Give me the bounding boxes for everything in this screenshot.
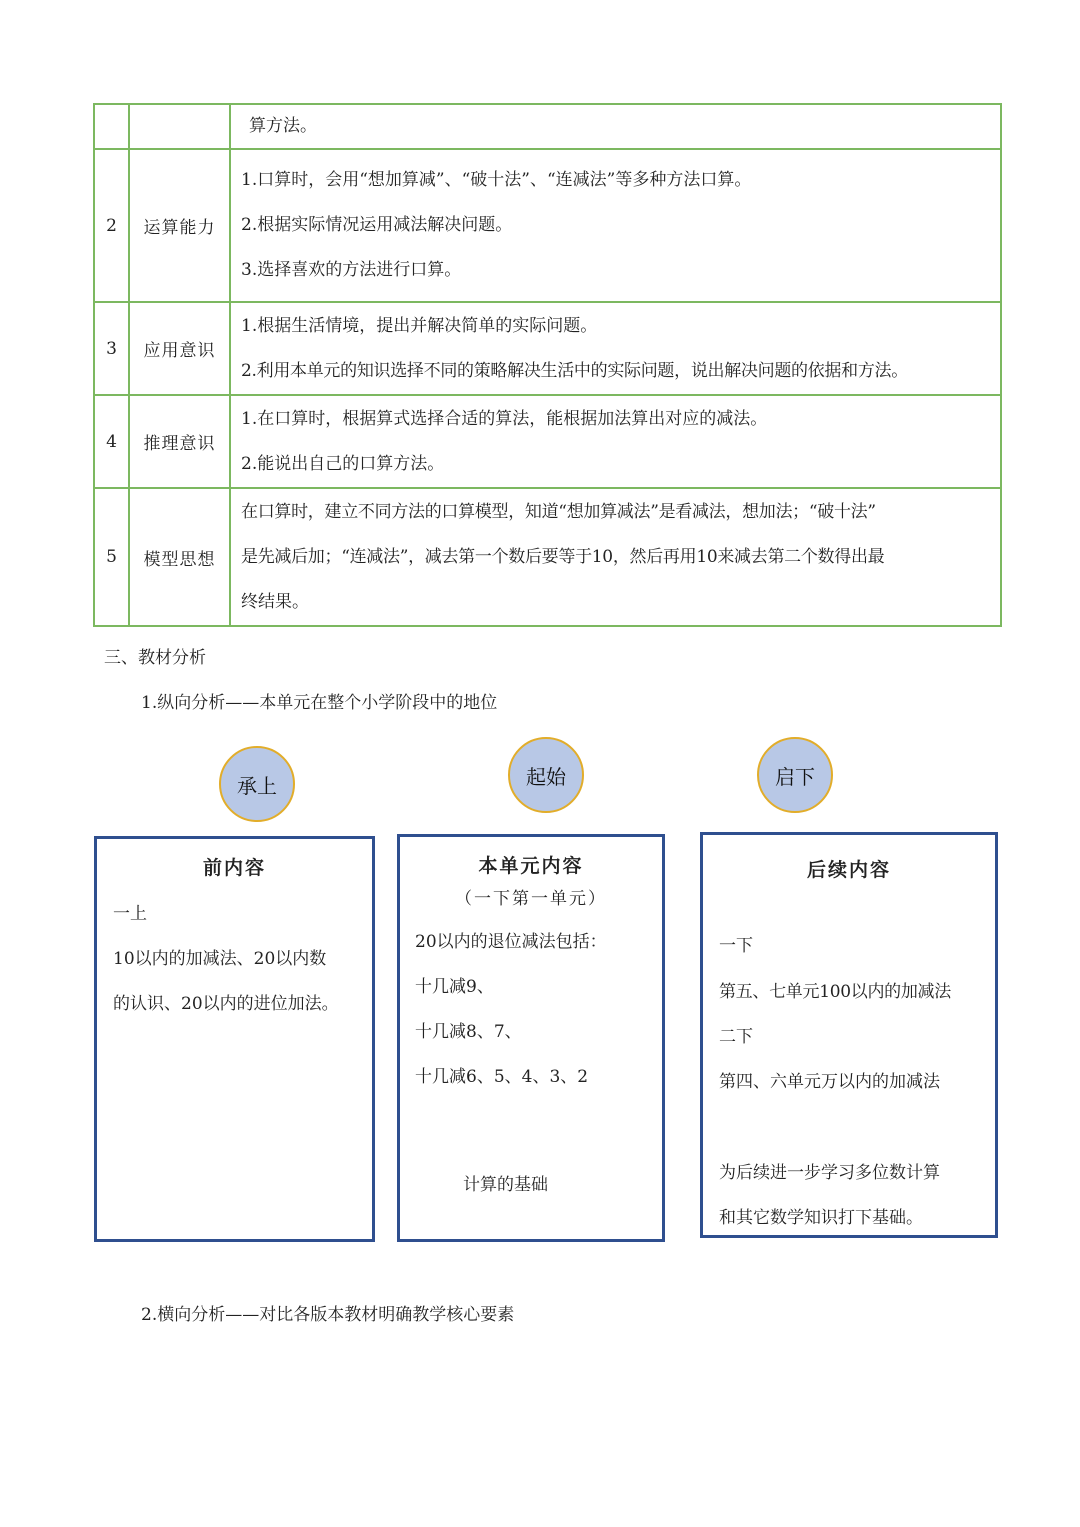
box-text: 10以内的加减法、20以内数 xyxy=(113,949,327,969)
table-row xyxy=(94,488,1001,626)
box-title: 前内容 xyxy=(202,857,266,879)
index-cell: 4 xyxy=(94,395,129,488)
box-text: 20以内的退位减法包括： xyxy=(415,932,607,952)
content-cell xyxy=(230,104,1001,149)
grade-label: 二下 xyxy=(719,1027,753,1047)
box-title: 本单元内容 xyxy=(478,855,584,877)
content-cell xyxy=(230,302,1001,395)
table-row xyxy=(94,149,1001,302)
box-subtitle: （一下第一单元） xyxy=(455,889,607,909)
cell-text: 3.选择喜欢的方法进行口算。 xyxy=(241,260,462,280)
subsection-heading-vertical: 1.纵向分析——本单元在整个小学阶段中的地位 xyxy=(141,693,498,713)
cell-text: 1.口算时，会用“想加算减”、“破十法”、“连减法”等多种方法口算。 xyxy=(241,170,752,190)
current-unit-box xyxy=(397,834,665,1242)
section-heading: 三、教材分析 xyxy=(104,648,206,668)
category-cell: 运算能力 xyxy=(129,149,230,302)
box-text: 十几减9、 xyxy=(415,977,494,997)
literacy-table xyxy=(93,103,1002,627)
category-cell: 应用意识 xyxy=(129,302,230,395)
content-cell xyxy=(230,488,1001,626)
content-cell xyxy=(230,149,1001,302)
cell-text: 2.利用本单元的知识选择不同的策略解决生活中的实际问题，说出解决问题的依据和方法。 xyxy=(241,360,908,381)
box-title: 后续内容 xyxy=(806,859,891,881)
cell-text: 终结果。 xyxy=(241,591,309,612)
index-cell: 3 xyxy=(94,302,129,395)
index-cell: 2 xyxy=(94,149,129,302)
box-text: 第四、六单元万以内的加减法 xyxy=(719,1072,940,1092)
cell-text: 在口算时，建立不同方法的口算模型，知道“想加算减法”是看减法，想加法；“破十法” xyxy=(241,501,876,522)
table-row xyxy=(94,104,1001,149)
category-cell: 推理意识 xyxy=(129,395,230,488)
cell-text: 是先减后加；“连减法”，减去第一个数后要等于10，然后再用10来减去第二个数得出最 xyxy=(241,546,885,567)
box-text: 的认识、20以内的进位加法。 xyxy=(113,994,339,1014)
cell-text: 1.根据生活情境，提出并解决简单的实际问题。 xyxy=(241,315,598,336)
circle-inherit: 承上 xyxy=(219,746,295,822)
index-cell: 5 xyxy=(94,488,129,626)
box-text: 第五、七单元100以内的加减法 xyxy=(719,982,951,1002)
cell-text: 1.在口算时，根据算式选择合适的算法，能根据加法算出对应的减法。 xyxy=(241,408,768,429)
table-row xyxy=(94,302,1001,395)
box-footer: 计算的基础 xyxy=(463,1175,548,1195)
box-text: 为后续进一步学习多位数计算 xyxy=(719,1163,940,1183)
grade-label: 一上 xyxy=(113,904,147,924)
previous-content-box xyxy=(94,836,375,1242)
category-cell xyxy=(129,104,230,149)
circle-start: 起始 xyxy=(508,737,584,813)
subsection-heading-horizontal: 2.横向分析——对比各版本教材明确教学核心要素 xyxy=(141,1305,515,1325)
box-text: 十几减6、5、4、3、2 xyxy=(415,1067,589,1087)
grade-label: 一下 xyxy=(719,936,753,956)
following-content-box xyxy=(700,832,998,1238)
index-cell xyxy=(94,104,129,149)
content-cell xyxy=(230,395,1001,488)
cell-text: 算方法。 xyxy=(249,116,317,136)
circle-next: 启下 xyxy=(757,737,833,813)
table-row xyxy=(94,395,1001,488)
cell-text: 2.能说出自己的口算方法。 xyxy=(241,453,445,474)
cell-text: 2.根据实际情况运用减法解决问题。 xyxy=(241,215,513,235)
category-cell: 模型思想 xyxy=(129,488,230,626)
box-text: 和其它数学知识打下基础。 xyxy=(719,1208,923,1228)
box-text: 十几减8、7、 xyxy=(415,1022,522,1042)
